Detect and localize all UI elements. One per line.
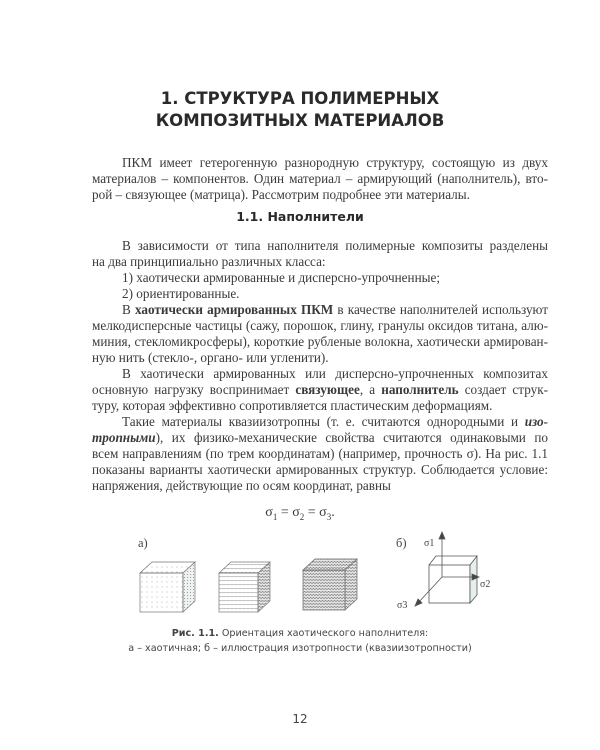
text-segment: создает струк- (458, 382, 549, 397)
axis-label-diagonal: σ3 (397, 600, 408, 611)
text-segment: 1) хаотически армированные и дисперсно-упрочненные; (122, 270, 440, 285)
text-segment: В зависимости от типа наполнителя полимерные композиты разделены (122, 238, 548, 253)
text-segment: туру, которая эффективно сопротивляется пластическим деформациям. (92, 398, 493, 413)
section-title: 1.1. Наполнители (236, 209, 364, 224)
chapter-title-line: КОМПОЗИТНЫХ МАТЕРИАЛОВ (155, 111, 445, 130)
emphasized-term: связующее (295, 382, 360, 397)
figure-label-b: б) (396, 536, 407, 550)
text-segment: В хаотически армированных или дисперсно-упрочненных композитах (122, 366, 548, 381)
page-number: 12 (292, 712, 308, 726)
text-segment: миния, стекломикросферы), короткие рубленые волокна, хаотически армирован- (92, 334, 548, 349)
emphasized-term: наполнитель (381, 382, 459, 397)
text-segment: мелкодисперсные частицы (сажу, порошок, глину, гранулы оксидов титана, алю- (92, 318, 548, 333)
text-segment: 2) ориентированные. (122, 286, 240, 301)
emphasized-term: хаотически армированных ПКМ (134, 302, 334, 317)
emphasized-term: изо- (524, 414, 548, 429)
text-segment: напряжения, действующие по осям координат, равны (92, 478, 391, 493)
text-segment: ную нить (стекло-, органо- или угленити). (92, 350, 329, 365)
text-segment: материалов – компонентов. Один материал – армирующий (наполнитель), вто- (92, 171, 548, 186)
figure-label-a: а) (138, 536, 148, 550)
text-segment: показаны варианты хаотически армированных структур. Соблюдается условие: (92, 462, 548, 477)
cube-chaotic-fibers (303, 559, 357, 610)
caption-text: Ориентация хаотического наполнителя: (218, 628, 429, 639)
formula: $\sigma_1 = \sigma_2 = \sigma_3$. (265, 505, 335, 522)
text-segment: на два принципиально различных класса: (92, 254, 326, 269)
text-segment: ПКМ имеет гетерогенную разнородную структуру, состоящую из двух (122, 155, 548, 170)
text-segment: , а (359, 382, 382, 397)
caption-number: Рис. 1.1. (171, 628, 219, 639)
axis-label-top: σ1 (424, 538, 435, 549)
text-segment: Такие материалы квазиизотропны (т. е. считаются однородными и (122, 414, 525, 429)
text-segment: основную нагрузку воспринимает (92, 382, 296, 397)
text-segment: всем направлениям (по трем координатам) (например, прочность σ). На рис. 1.1 (92, 446, 548, 461)
emphasized-term: тропными (92, 430, 156, 445)
chapter-title-line: 1. СТРУКТУРА ПОЛИМЕРНЫХ (160, 89, 440, 108)
text-segment: В (122, 302, 135, 317)
axis-label-right: σ2 (480, 579, 491, 590)
caption-line-2: а – хаотичная; б – иллюстрация изотропности (квазиизотропности) (128, 643, 472, 654)
cube-short-fibers (219, 562, 270, 612)
text-segment: рой – связующее (матрица). Рассмотрим подробнее эти материалы. (92, 187, 470, 202)
text-segment: ), их физико-механические свойства считаются одинаковыми по (155, 430, 548, 445)
text-segment: в качестве наполнителей используют (333, 302, 548, 317)
figure-caption (0, 626, 600, 656)
cube-dispersed (140, 562, 195, 612)
